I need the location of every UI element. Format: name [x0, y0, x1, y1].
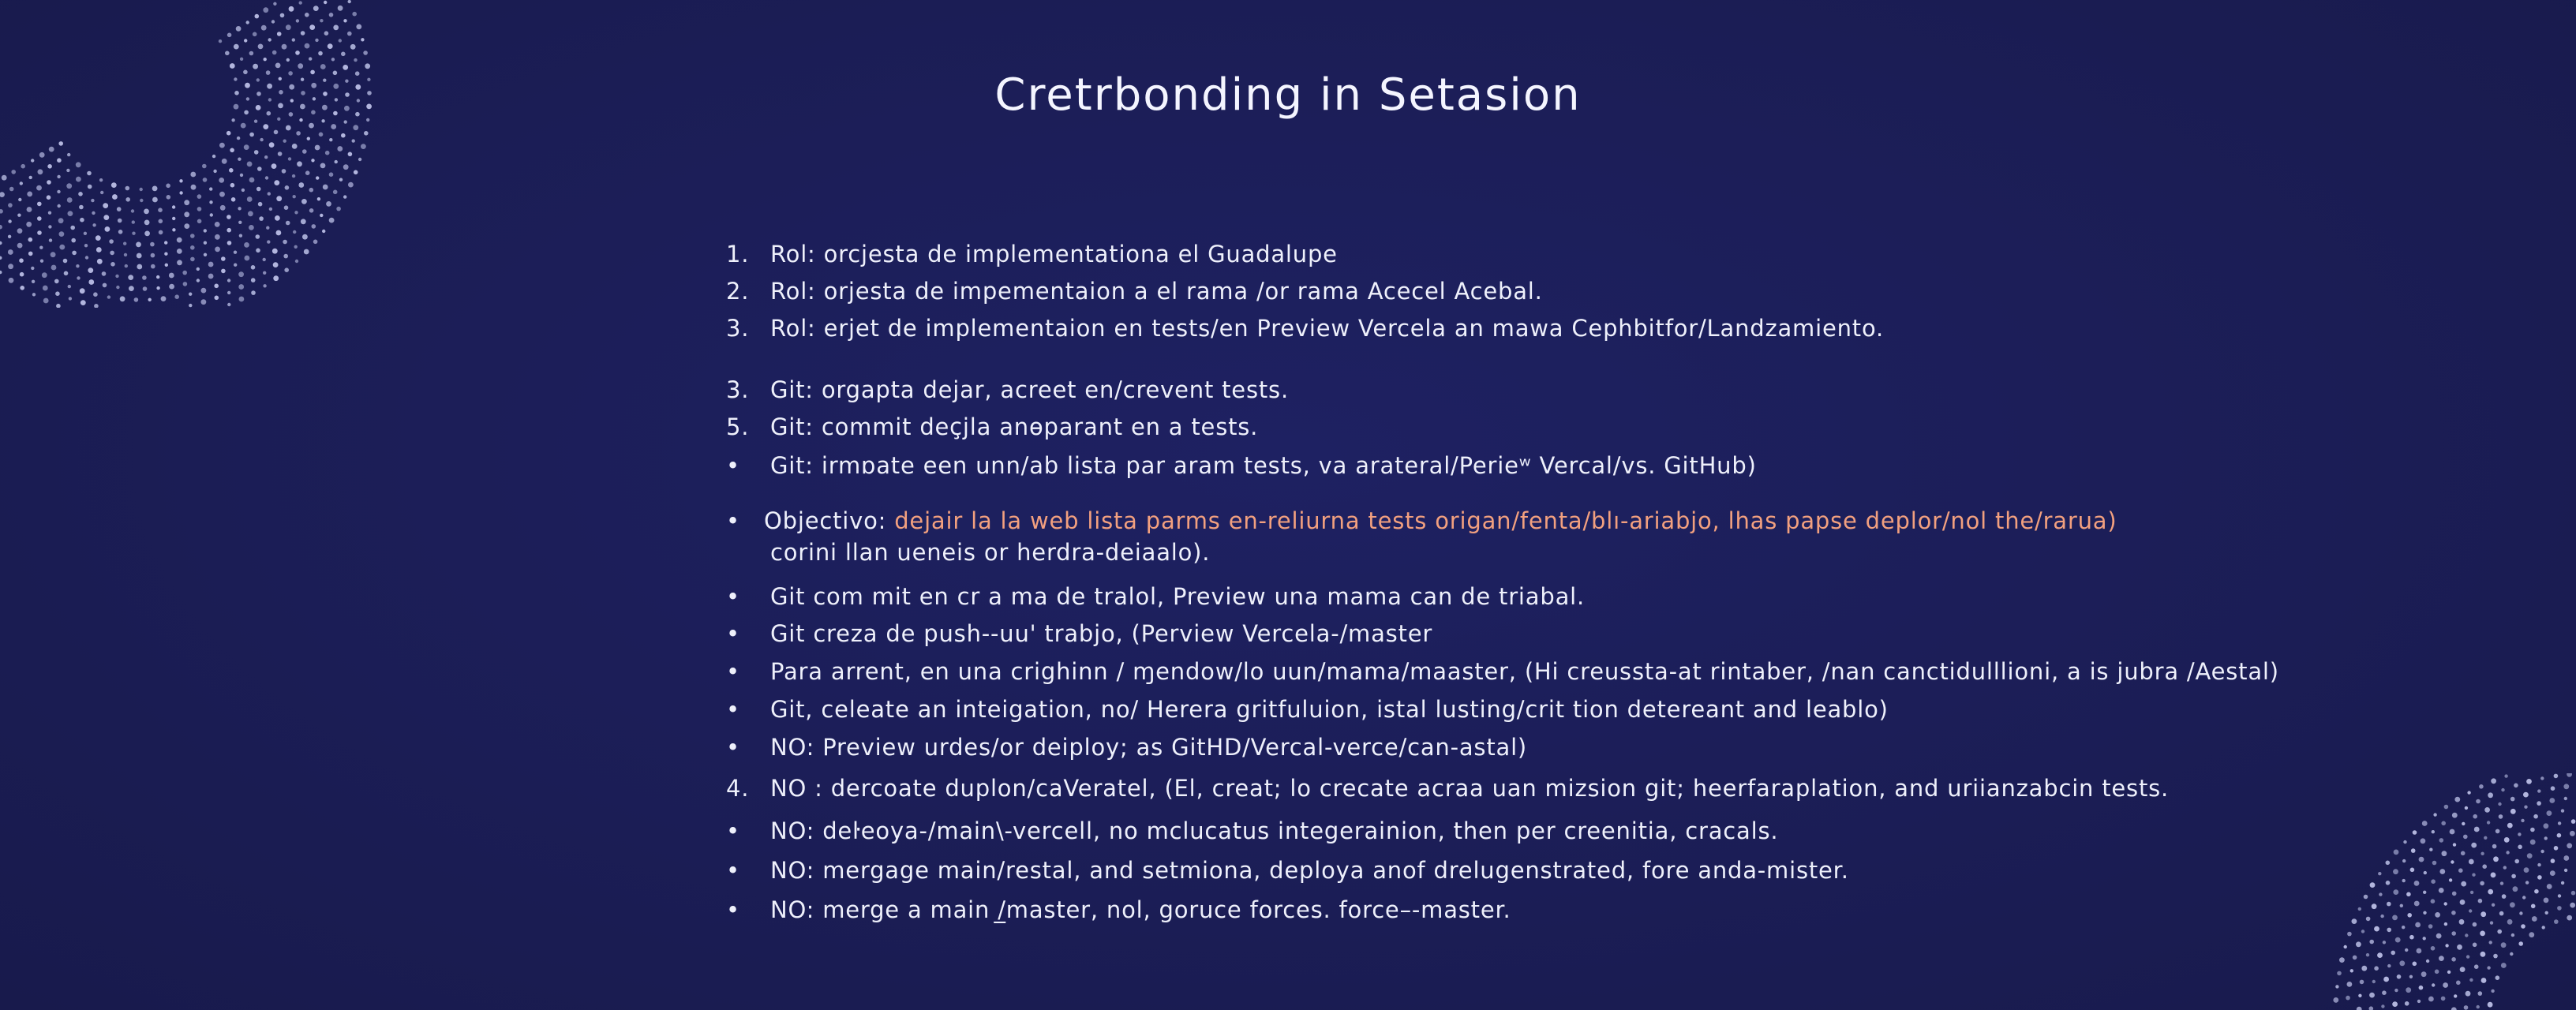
- list-item-text: NO: merge a main /̲master, nol, goruce forces. force–-master.: [770, 896, 1511, 923]
- objective-continuation: corini llan ueneis or herdra-deiaalo).: [770, 539, 1211, 566]
- list-marker: •: [726, 696, 740, 723]
- page-title: Cretrbonding in Setasion: [994, 69, 1582, 121]
- list-marker: •: [726, 896, 740, 923]
- objective-highlight: dejair la la web lista parms en-reliurna tests origan/fenta/blı-ariabjo, lhas papse deplor/nol the/rarua): [894, 507, 2117, 534]
- list-item-text: Git, celeate an inteigation, no/ Herera gritfuluion, istal lusting/crit tion detereant and leablo): [770, 696, 1889, 723]
- list-marker: •: [726, 817, 740, 844]
- list-item-text: Git creza de push--uu' trabjo, (Perview Vercela-/master: [770, 620, 1433, 647]
- list-item-text: NO : dercoate duplon/caVeratel, (El, creat; lo crecate acraa uan mizsion git; heerfaraplation, and uriianzabcin tests.: [770, 775, 2170, 802]
- list-marker: •: [726, 857, 740, 884]
- list-item-text: Git com mit en cr a ma de tralol, Preview una mama can de triabal.: [770, 583, 1586, 610]
- list-marker: •: [726, 583, 740, 610]
- list-item-text: NO: Preview urdes/or deiploy; as GitHD/Vercal-verce/can-astal): [770, 734, 1528, 761]
- list-marker: •: [726, 507, 740, 534]
- objective-text: [764, 505, 2117, 568]
- list-item-text: NO: mergage main/restal, and setmiona, deploya anof drelugenstrated, fore anda-mister.: [770, 857, 1849, 884]
- list-marker: •: [726, 658, 740, 685]
- list-item-text: Rol: erjet de implementaion en tests/en Preview Vercela an mawa Cephbitfor/Landzamiento.: [770, 315, 1884, 342]
- list-marker: 3.: [726, 376, 750, 403]
- list-marker: •: [726, 620, 740, 647]
- list-item-text: Para arrent, en una crighinn / ɱendow/lo uun/mama/maaster, (Hi creussta-at rintaber, /nan canctidulllioni, a is jubra /Aestal): [770, 658, 2279, 685]
- objective-label: Objectivo:: [764, 507, 887, 534]
- list-marker: •: [726, 734, 740, 761]
- list-marker: 2.: [726, 278, 750, 305]
- list-item-text: Git: irmɒate een unn/ab lista par aram tests, va arateral/Perieʷ Vercal/vs. GitHub): [770, 452, 1757, 479]
- list-item-text: Rol: orjesta de impementaion a el rama /or rama Acecel Acebal.: [770, 278, 1543, 305]
- list-item-text: Git: commit deçjla anөparant en a tests.: [770, 413, 1259, 440]
- list-marker: 4.: [726, 775, 750, 802]
- list-item-text: NO: deŀeoya-/main\-vercell, no mclucatus integerainion, then per creenitia, cracals.: [770, 817, 1779, 844]
- list-item-text: Git: orgapta dejar, acreet en/crevent tests.: [770, 376, 1289, 403]
- list-marker: 3.: [726, 315, 750, 342]
- list-item-text: Rol: orcjesta de implementationa el Guadalupe: [770, 241, 1338, 267]
- list-marker: 5.: [726, 413, 750, 440]
- list-marker: 1.: [726, 241, 750, 267]
- list-marker: •: [726, 452, 740, 479]
